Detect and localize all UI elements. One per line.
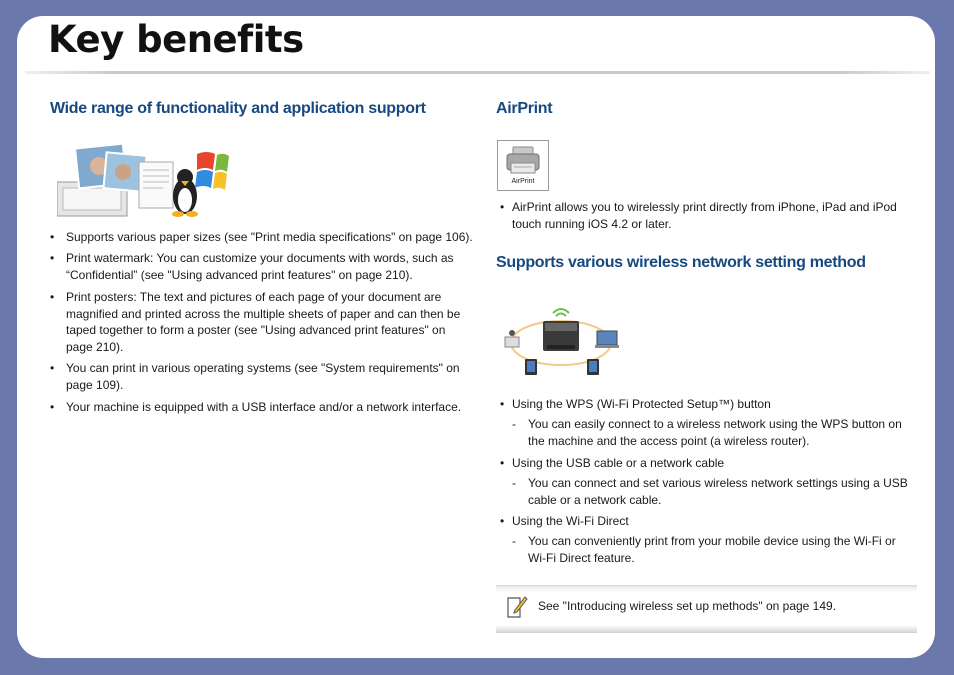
wireless-network-illustration	[501, 301, 621, 381]
note-text: See "Introducing wireless set up methods" on page 149.	[538, 599, 837, 613]
list-item: • You can print in various operating systems (see "System requirements" on page 109).	[50, 361, 460, 392]
list-item: • Print posters: The text and pictures of each page of your document are magnified and printed across the multiple sheets of paper and can then be taped together to form a poster (see "Using advanced print features" on page 210).	[50, 290, 461, 354]
page	[17, 16, 935, 658]
airprint-icon	[497, 140, 549, 191]
printer-icon	[498, 141, 548, 179]
list-item-detail: - You can connect and set various wireless network settings using a USB cable or a network cable.	[512, 476, 908, 507]
list-item: • Supports various paper sizes (see "Print media specifications" on page 106).	[50, 230, 473, 244]
title-divider	[25, 71, 930, 74]
list-item: • Your machine is equipped with a USB interface and/or a network interface.	[50, 400, 462, 414]
page-title: Key benefits	[48, 18, 304, 61]
note-pencil-icon	[506, 594, 528, 620]
note-box	[496, 585, 917, 633]
list-item-detail: - You can conveniently print from your mobile device using the Wi-Fi or Wi-Fi Direct feature.	[512, 534, 896, 565]
list-item: • Using the WPS (Wi-Fi Protected Setup™) button	[500, 397, 771, 411]
list-item-detail: - You can easily connect to a wireless network using the WPS button on the machine and the access point (a wireless router).	[512, 417, 902, 448]
wireless-heading: Supports various wireless network setting method	[496, 254, 866, 271]
airprint-icon-label: AirPrint	[511, 178, 535, 185]
list-item: • AirPrint allows you to wirelessly print directly from iPhone, iPad and iPod touch running iOS 4.2 or later.	[500, 200, 897, 231]
list-item: • Using the USB cable or a network cable	[500, 456, 725, 470]
os-compatibility-illustration	[57, 144, 232, 218]
airprint-heading: AirPrint	[496, 100, 553, 117]
list-item: • Print watermark: You can customize your documents with words, such as “Confidential” (see "Using advanced print features" on page 210).	[50, 251, 454, 282]
functionality-heading: Wide range of functionality and application support	[50, 100, 426, 117]
list-item: • Using the Wi-Fi Direct	[500, 514, 629, 528]
